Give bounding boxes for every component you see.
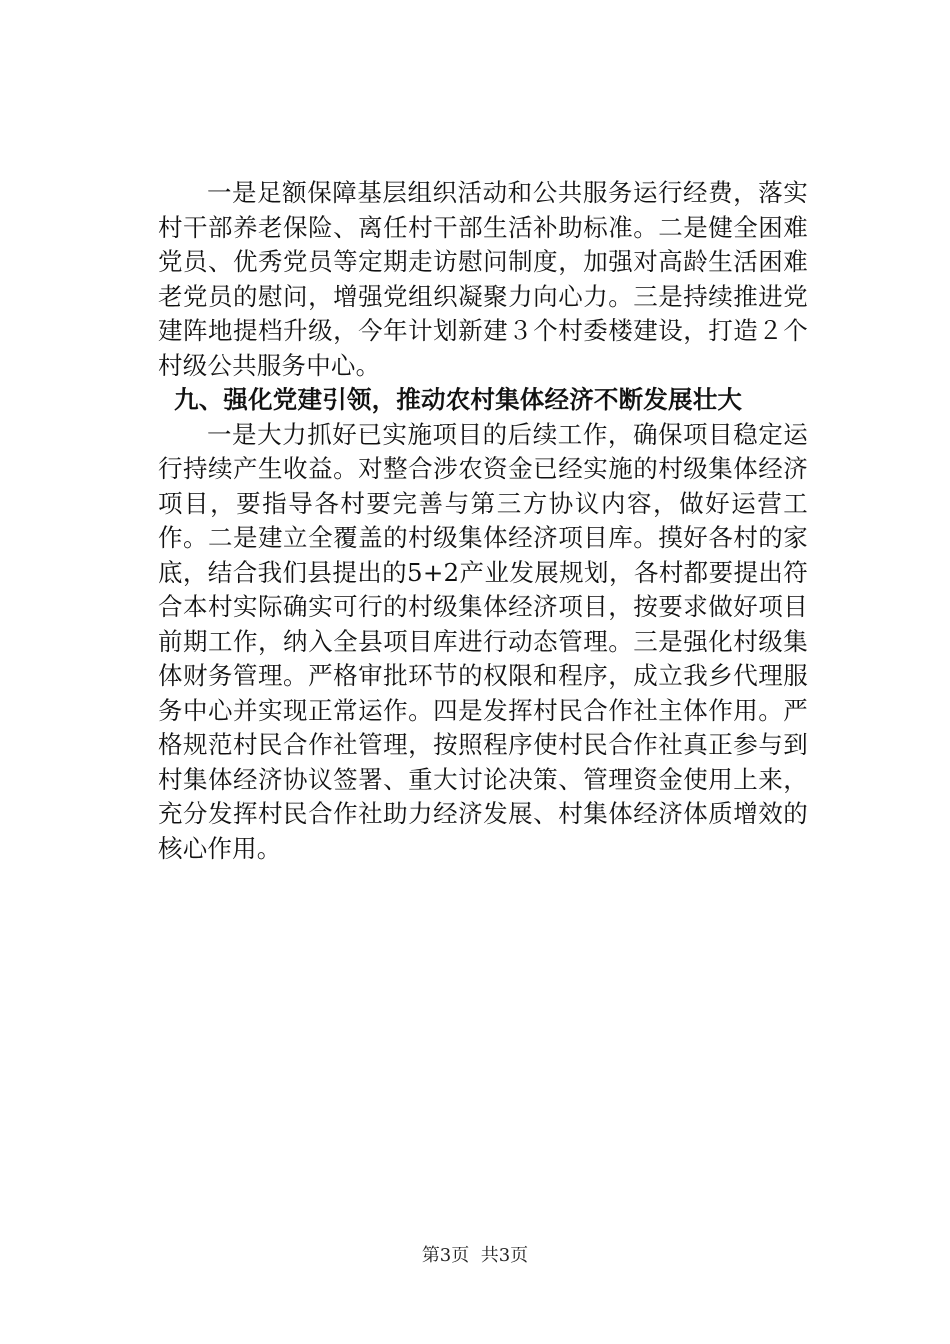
page-number: 第3页 共3页: [421, 1245, 529, 1266]
paragraph-funding-guarantee: 一是足额保障基层组织活动和公共服务运行经费，落实村干部养老保险、离任村干部生活补助标准。二是健全困难党员、优秀党员等定期走访慰问制度，加强对高龄生活困难老党员的慰问，增强党组织凝聚力向心力。三是持续推进党建阵地提档升级，今年计划新建３个村委楼建设，打造２个村级公共服务中心。: [158, 178, 808, 380]
paragraph-collective-economy: 一是大力抓好已实施项目的后续工作，确保项目稳定运行持续产生收益。对整合涉农资金已经实施的村级集体经济项目，要指导各村要完善与第三方协议内容，做好运营工作。二是建立全覆盖的村级集体经济项目库。摸好各村的家底，结合我们县提出的5+2产业发展规划，各村都要提出符合本村实际确实可行的村级集体经济项目，按要求做好项目前期工作，纳入全县项目库进行动态管理。三是强化村级集体财务管理。严格审批环节的权限和程序，成立我乡代理服务中心并实现正常运作。四是发挥村民合作社主体作用。严格规范村民合作社管理，按照程序使村民合作社真正参与到村集体经济协议签署、重大讨论决策、管理资金使用上来，充分发挥村民合作社助力经济发展、村集体经济体质增效的核心作用。: [158, 419, 808, 863]
page-footer: [0, 1244, 950, 1268]
section-heading-nine: 九、强化党建引领，推动农村集体经济不断发展壮大: [174, 385, 743, 414]
document-body: [158, 176, 808, 866]
